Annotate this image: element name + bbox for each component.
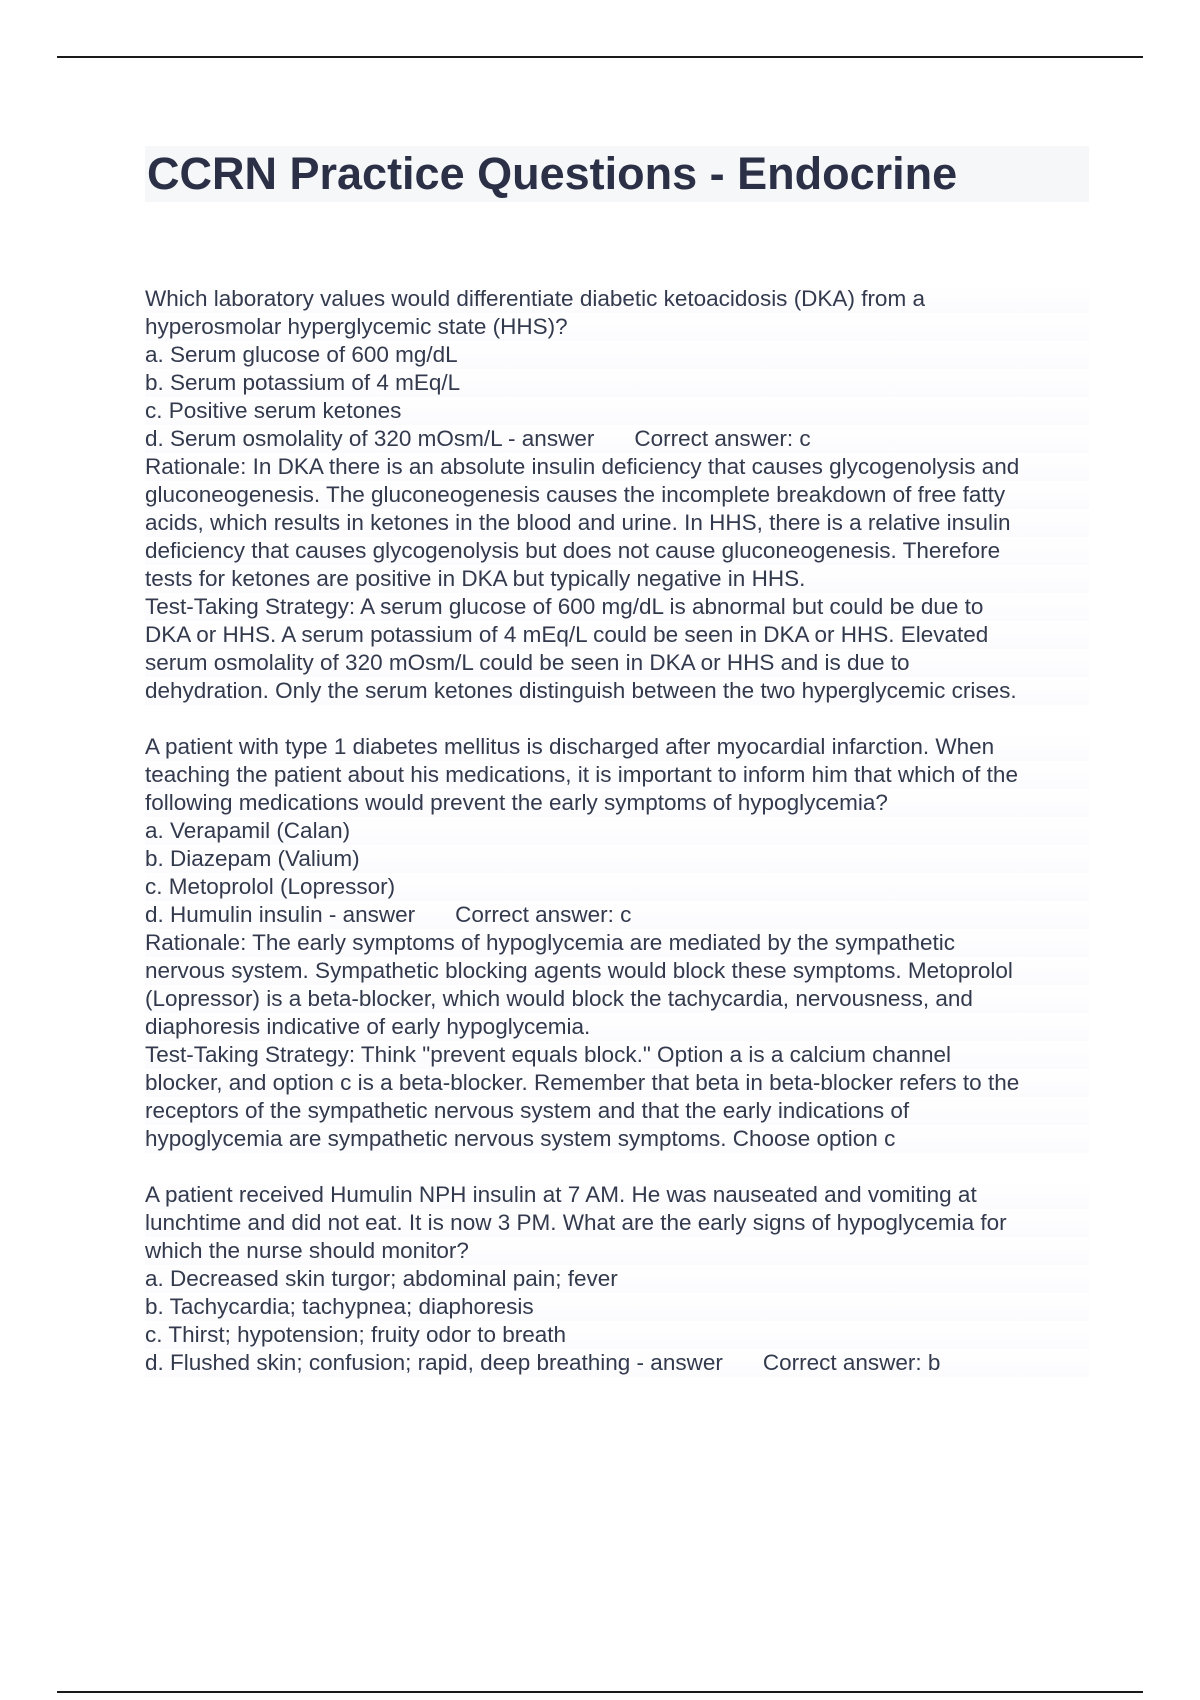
question-2 xyxy=(145,733,1089,1153)
answer-option-b: b. Tachycardia; tachypnea; diaphoresis xyxy=(145,1293,1089,1321)
answer-option-c: c. Positive serum ketones xyxy=(145,397,1089,425)
question-stem-line: following medications would prevent the early symptoms of hypoglycemia? xyxy=(145,789,1089,817)
rationale-line: tests for ketones are positive in DKA but typically negative in HHS. xyxy=(145,565,1089,593)
page-title: CCRN Practice Questions - Endocrine xyxy=(147,148,958,199)
rationale-line: diaphoresis indicative of early hypoglycemia. xyxy=(145,1013,1089,1041)
answer-option-d: d. Flushed skin; confusion; rapid, deep breathing - answer xyxy=(145,1350,723,1375)
strategy-line: receptors of the sympathetic nervous system and that the early indications of xyxy=(145,1097,1089,1125)
strategy-line: Test-Taking Strategy: A serum glucose of 600 mg/dL is abnormal but could be due to xyxy=(145,593,1089,621)
strategy-line: hypoglycemia are sympathetic nervous system symptoms. Choose option c xyxy=(145,1125,1089,1153)
bottom-rule xyxy=(57,1691,1143,1693)
answer-option-c: c. Metoprolol (Lopressor) xyxy=(145,873,1089,901)
correct-answer: Correct answer: c xyxy=(455,902,632,927)
answer-option-a: a. Decreased skin turgor; abdominal pain; fever xyxy=(145,1265,1089,1293)
question-stem-line: A patient received Humulin NPH insulin at 7 AM. He was nauseated and vomiting at xyxy=(145,1181,1089,1209)
correct-answer: Correct answer: c xyxy=(634,426,811,451)
correct-answer: Correct answer: b xyxy=(762,1350,941,1375)
answer-option-d-row xyxy=(145,425,1089,453)
rationale-line: (Lopressor) is a beta-blocker, which would block the tachycardia, nervousness, and xyxy=(145,985,1089,1013)
strategy-line: serum osmolality of 320 mOsm/L could be seen in DKA or HHS and is due to xyxy=(145,649,1089,677)
question-3 xyxy=(145,1181,1089,1377)
question-stem-line: Which laboratory values would differentiate diabetic ketoacidosis (DKA) from a xyxy=(145,285,1089,313)
rationale-line: nervous system. Sympathetic blocking agents would block these symptoms. Metoprolol xyxy=(145,957,1089,985)
question-stem-line: teaching the patient about his medications, it is important to inform him that which of the xyxy=(145,761,1089,789)
strategy-line: blocker, and option c is a beta-blocker. Remember that beta in beta-blocker refers to the xyxy=(145,1069,1089,1097)
answer-option-a: a. Serum glucose of 600 mg/dL xyxy=(145,341,1089,369)
rationale-line: gluconeogenesis. The gluconeogenesis causes the incomplete breakdown of free fatty xyxy=(145,481,1089,509)
question-stem-line: hyperosmolar hyperglycemic state (HHS)? xyxy=(145,313,1089,341)
rationale-line: Rationale: The early symptoms of hypoglycemia are mediated by the sympathetic xyxy=(145,929,1089,957)
strategy-line: Test-Taking Strategy: Think "prevent equals block." Option a is a calcium channel xyxy=(145,1041,1089,1069)
rationale-line: acids, which results in ketones in the blood and urine. In HHS, there is a relative insulin xyxy=(145,509,1089,537)
question-1 xyxy=(145,285,1089,705)
answer-option-b: b. Serum potassium of 4 mEq/L xyxy=(145,369,1089,397)
question-list xyxy=(145,285,1089,1405)
strategy-line: dehydration. Only the serum ketones distinguish between the two hyperglycemic crises. xyxy=(145,677,1089,705)
answer-option-d-row xyxy=(145,901,1089,929)
rationale-line: Rationale: In DKA there is an absolute insulin deficiency that causes glycogenolysis and xyxy=(145,453,1089,481)
rationale-line: deficiency that causes glycogenolysis but does not cause gluconeogenesis. Therefore xyxy=(145,537,1089,565)
top-rule xyxy=(57,56,1143,58)
answer-option-d: d. Serum osmolality of 320 mOsm/L - answer xyxy=(145,426,595,451)
answer-option-b: b. Diazepam (Valium) xyxy=(145,845,1089,873)
question-stem-line: which the nurse should monitor? xyxy=(145,1237,1089,1265)
strategy-line: DKA or HHS. A serum potassium of 4 mEq/L could be seen in DKA or HHS. Elevated xyxy=(145,621,1089,649)
answer-option-d: d. Humulin insulin - answer xyxy=(145,902,416,927)
question-stem-line: A patient with type 1 diabetes mellitus is discharged after myocardial infarction. When xyxy=(145,733,1089,761)
question-stem-line: lunchtime and did not eat. It is now 3 PM. What are the early signs of hypoglycemia for xyxy=(145,1209,1089,1237)
answer-option-a: a. Verapamil (Calan) xyxy=(145,817,1089,845)
answer-option-c: c. Thirst; hypotension; fruity odor to breath xyxy=(145,1321,1089,1349)
answer-option-d-row xyxy=(145,1349,1089,1377)
